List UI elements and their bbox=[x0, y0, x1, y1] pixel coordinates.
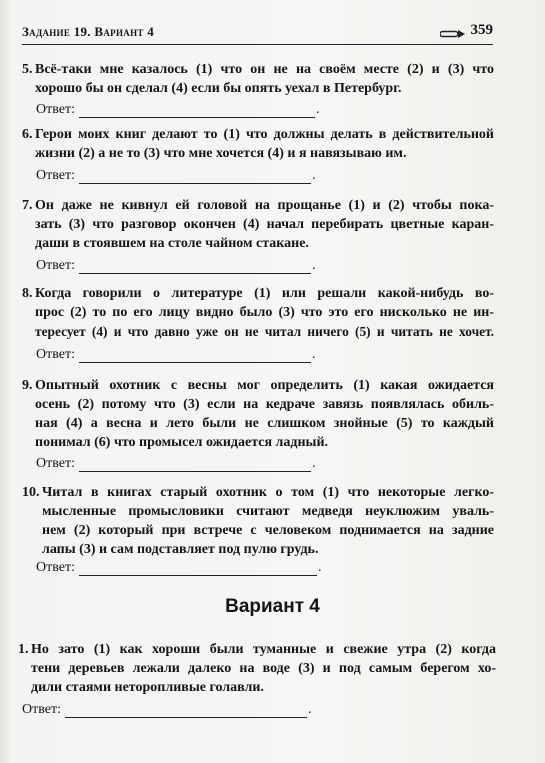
answer-row bbox=[22, 702, 311, 718]
answer-input-line[interactable] bbox=[79, 169, 311, 184]
answer-row bbox=[36, 168, 315, 184]
task-text-line: жизни (2) а не то (3) что мне хочется (4) и я навязываю им. bbox=[35, 146, 407, 161]
task-text-line: Но зато (1) как хороши были туманные и свежие утра (2) когда bbox=[31, 642, 496, 657]
answer-input-line[interactable] bbox=[79, 259, 311, 274]
answer-row bbox=[36, 258, 315, 274]
task-text-line: дили стаями неторопливые голавли. bbox=[31, 680, 264, 695]
task-number: 6. bbox=[22, 127, 33, 142]
variant-task-1 bbox=[18, 640, 496, 697]
answer-label: Ответ: bbox=[22, 702, 61, 717]
task-text-line: хорошо бы он сделал (4) если бы опять уехал в Петербург. bbox=[35, 81, 402, 96]
task-8 bbox=[22, 284, 494, 341]
answer-end: . bbox=[311, 258, 316, 273]
answer-input-line[interactable] bbox=[79, 348, 311, 363]
answer-row bbox=[36, 560, 321, 576]
answer-end: . bbox=[307, 702, 312, 717]
answer-input-line[interactable] bbox=[79, 561, 317, 576]
task-text-line: лапы (3) и сам подставляет под пулю грудь. bbox=[42, 542, 319, 557]
task-text-line: Опытный охотник с весны мог определить (1) какая ожидается bbox=[35, 378, 494, 393]
task-5 bbox=[22, 60, 494, 98]
task-number: 5. bbox=[22, 62, 33, 77]
task-7 bbox=[22, 196, 494, 253]
task-number: 9. bbox=[22, 378, 33, 393]
answer-end: . bbox=[311, 347, 316, 362]
task-text-line: Всё-таки мне казалось (1) что он не на своём месте (2) и (3) что bbox=[35, 62, 494, 77]
answer-label: Ответ: bbox=[36, 102, 75, 117]
answer-row bbox=[36, 347, 315, 363]
answer-end: . bbox=[311, 456, 316, 471]
task-number: 8. bbox=[22, 286, 33, 301]
task-text-line: прос (2) то по его лицу видно было (3) что это его нисколько не ин- bbox=[35, 305, 494, 320]
task-text-line: зать (3) что разговор окончен (4) начал перебирать цветные каран- bbox=[35, 217, 494, 232]
answer-end: . bbox=[311, 168, 316, 183]
header-right bbox=[440, 22, 494, 39]
task-number: 1. bbox=[18, 642, 29, 657]
page-number: 359 bbox=[470, 22, 493, 38]
task-text-line: осень (2) потому что (3) если на кедраче завязь появлялась обиль- bbox=[35, 397, 494, 412]
task-text-line: тени деревьев лежали далеко на воде (3) и под самым берегом хо- bbox=[31, 661, 496, 676]
task-text-line: нем (2) который при встрече с человеком поднимается на задние bbox=[42, 523, 494, 538]
answer-end: . bbox=[317, 560, 322, 575]
task-number: 10. bbox=[22, 485, 40, 500]
answer-label: Ответ: bbox=[36, 258, 75, 273]
arrow-right-icon bbox=[440, 26, 466, 36]
task-text-line: ная (4) а весна и лето были не слишком знойные (5) то каждый bbox=[35, 416, 494, 431]
variant-title: Вариант 4 bbox=[225, 596, 320, 617]
answer-label: Ответ: bbox=[36, 168, 75, 183]
answer-input-line[interactable] bbox=[79, 457, 311, 472]
answer-row bbox=[36, 456, 315, 472]
task-text-line: Читал в книгах старый охотник о том (1) что некоторые легко- bbox=[42, 485, 494, 500]
task-text-line: Когда говорили о литературе (1) или решали какой-нибудь во- bbox=[35, 286, 494, 301]
answer-label: Ответ: bbox=[36, 560, 75, 575]
task-number: 7. bbox=[22, 198, 33, 213]
answer-label: Ответ: bbox=[36, 456, 75, 471]
header-title: Задание 19. Вариант 4 bbox=[22, 24, 155, 39]
task-text-line: Он даже не кивнул ей головой на прощанье (1) и (2) чтобы пока- bbox=[35, 198, 494, 213]
answer-input-line[interactable] bbox=[65, 703, 307, 718]
task-text-line: мысленные промысловики считают медведя неуклюжим уваль- bbox=[42, 504, 494, 519]
task-6 bbox=[22, 125, 494, 163]
answer-row bbox=[36, 102, 319, 118]
task-text-line: даши в стоявшем на столе чайном стакане. bbox=[35, 236, 309, 251]
task-text-line: Герои моих книг делают то (1) что должны делать в действительной bbox=[35, 127, 494, 142]
task-text-line: понимал (6) что промысел ожидается ладный. bbox=[35, 435, 329, 450]
task-text-line: тересует (4) и что давно уже он не читал ничего (5) и читать не хочет. bbox=[35, 324, 494, 339]
answer-end: . bbox=[315, 102, 320, 117]
task-10 bbox=[22, 483, 494, 559]
page-header bbox=[22, 22, 493, 45]
task-9 bbox=[22, 376, 494, 452]
answer-label: Ответ: bbox=[36, 347, 75, 362]
answer-input-line[interactable] bbox=[79, 103, 315, 118]
